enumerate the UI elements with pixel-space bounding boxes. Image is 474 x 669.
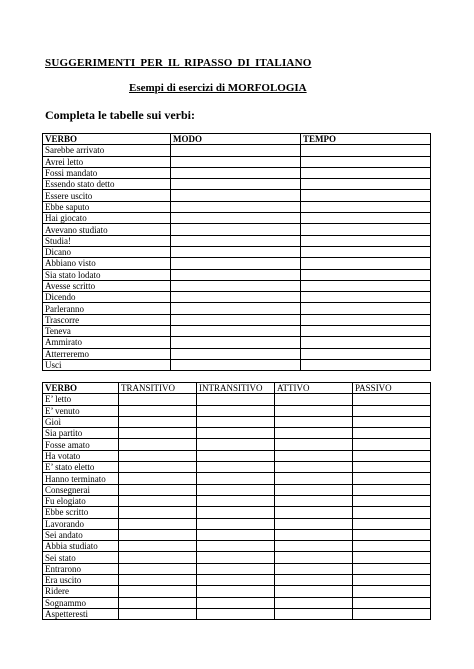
answer-cell[interactable]: [197, 563, 275, 574]
answer-cell[interactable]: [301, 337, 431, 348]
table-row: [43, 462, 431, 473]
answer-cell[interactable]: [353, 450, 431, 461]
answer-cell[interactable]: [301, 235, 431, 246]
column-header-intransitivo: INTRANSITIVO: [197, 383, 275, 394]
answer-cell[interactable]: [353, 507, 431, 518]
answer-cell[interactable]: [301, 246, 431, 257]
answer-cell[interactable]: [171, 314, 301, 325]
column-header-passivo: PASSIVO: [353, 383, 431, 394]
verb-cell: Fosse amato: [43, 439, 119, 450]
verb-cell: Aspetteresti: [43, 608, 119, 619]
answer-cell[interactable]: [275, 518, 353, 529]
verb-cell: Atterreremo: [43, 348, 171, 359]
answer-cell[interactable]: [171, 246, 301, 257]
verb-cell: Era uscito: [43, 575, 119, 586]
answer-cell[interactable]: [301, 326, 431, 337]
table-row: [43, 213, 431, 224]
table-row: [43, 586, 431, 597]
answer-cell[interactable]: [171, 280, 301, 291]
column-header-verbo: VERBO: [43, 134, 171, 145]
answer-cell[interactable]: [353, 484, 431, 495]
table-row: [43, 359, 431, 370]
table-row: [43, 348, 431, 359]
verb-cell: Abbiano visto: [43, 258, 171, 269]
answer-cell[interactable]: [119, 450, 197, 461]
table-row: [43, 201, 431, 212]
column-header-tempo: TEMPO: [301, 134, 431, 145]
answer-cell[interactable]: [171, 235, 301, 246]
answer-cell[interactable]: [119, 428, 197, 439]
answer-cell[interactable]: [197, 439, 275, 450]
table-row: [43, 280, 431, 291]
verb-cell: Avevano studiato: [43, 224, 171, 235]
page-subtitle: Esempi di esercizi di MORFOLOGIA: [129, 82, 307, 94]
answer-cell[interactable]: [301, 190, 431, 201]
table-row: [43, 314, 431, 325]
answer-cell[interactable]: [119, 495, 197, 506]
answer-cell[interactable]: [119, 575, 197, 586]
column-header-transitivo: TRANSITIVO: [119, 383, 197, 394]
answer-cell[interactable]: [119, 507, 197, 518]
answer-cell[interactable]: [119, 586, 197, 597]
answer-cell[interactable]: [171, 224, 301, 235]
verb-cell: E’ letto: [43, 394, 119, 405]
answer-cell[interactable]: [275, 416, 353, 427]
verb-cell: Dicano: [43, 246, 171, 257]
verb-cell: Usci: [43, 359, 171, 370]
verb-cell: Fu elogiato: [43, 495, 119, 506]
verb-cell: Gioì: [43, 416, 119, 427]
answer-cell[interactable]: [197, 507, 275, 518]
answer-cell[interactable]: [275, 439, 353, 450]
answer-cell[interactable]: [353, 439, 431, 450]
answer-cell[interactable]: [301, 201, 431, 212]
answer-cell[interactable]: [275, 394, 353, 405]
answer-cell[interactable]: [301, 179, 431, 190]
answer-cell[interactable]: [171, 156, 301, 167]
table-row: [43, 269, 431, 280]
table-row: [43, 552, 431, 563]
answer-cell[interactable]: [275, 450, 353, 461]
verb-cell: Sarebbe arrivato: [43, 145, 171, 156]
answer-cell[interactable]: [171, 337, 301, 348]
answer-cell[interactable]: [171, 348, 301, 359]
answer-cell[interactable]: [119, 394, 197, 405]
answer-cell[interactable]: [275, 484, 353, 495]
verb-cell: Essendo stato detto: [43, 179, 171, 190]
table-header-row: [43, 383, 431, 394]
verb-cell: Abbia studiato: [43, 541, 119, 552]
verb-cell: Avesse scritto: [43, 280, 171, 291]
answer-cell[interactable]: [171, 258, 301, 269]
answer-cell[interactable]: [275, 586, 353, 597]
answer-cell[interactable]: [197, 394, 275, 405]
table-row: [43, 608, 431, 619]
answer-cell[interactable]: [197, 495, 275, 506]
answer-cell[interactable]: [119, 405, 197, 416]
verb-cell: Ebbe saputo: [43, 201, 171, 212]
table-row: [43, 416, 431, 427]
table-row: [43, 246, 431, 257]
answer-cell[interactable]: [301, 348, 431, 359]
column-header-attivo: ATTIVO: [275, 383, 353, 394]
table-row: [43, 428, 431, 439]
answer-cell[interactable]: [301, 224, 431, 235]
verb-cell: Lavorando: [43, 518, 119, 529]
answer-cell[interactable]: [275, 495, 353, 506]
table-header-row: [43, 134, 431, 145]
answer-cell[interactable]: [171, 179, 301, 190]
answer-cell[interactable]: [171, 292, 301, 303]
table-row: [43, 224, 431, 235]
table-row: [43, 145, 431, 156]
answer-cell[interactable]: [197, 473, 275, 484]
column-header-modo: MODO: [171, 134, 301, 145]
answer-cell[interactable]: [197, 586, 275, 597]
table-row: [43, 258, 431, 269]
answer-cell[interactable]: [275, 575, 353, 586]
verb-cell: Hanno terminato: [43, 473, 119, 484]
answer-cell[interactable]: [353, 428, 431, 439]
table-row: [43, 450, 431, 461]
verb-cell: Sei andato: [43, 529, 119, 540]
answer-cell[interactable]: [353, 586, 431, 597]
verb-cell: E’ stato eletto: [43, 462, 119, 473]
verb-cell: Sei stato: [43, 552, 119, 563]
answer-cell[interactable]: [119, 541, 197, 552]
answer-cell[interactable]: [353, 495, 431, 506]
answer-cell[interactable]: [301, 156, 431, 167]
verb-cell: E’ venuto: [43, 405, 119, 416]
table-row: [43, 167, 431, 178]
answer-cell[interactable]: [171, 145, 301, 156]
table-row: [43, 292, 431, 303]
answer-cell[interactable]: [275, 507, 353, 518]
answer-cell[interactable]: [275, 552, 353, 563]
table-row: [43, 405, 431, 416]
answer-cell[interactable]: [275, 563, 353, 574]
answer-cell[interactable]: [171, 190, 301, 201]
table-row: [43, 190, 431, 201]
table-row: [43, 495, 431, 506]
answer-cell[interactable]: [275, 405, 353, 416]
table-row: [43, 507, 431, 518]
answer-cell[interactable]: [119, 597, 197, 608]
answer-cell[interactable]: [197, 518, 275, 529]
table-row: [43, 235, 431, 246]
table-row: [43, 179, 431, 190]
answer-cell[interactable]: [353, 518, 431, 529]
answer-cell[interactable]: [353, 462, 431, 473]
verb-cell: Essere uscito: [43, 190, 171, 201]
answer-cell[interactable]: [301, 167, 431, 178]
answer-cell[interactable]: [197, 416, 275, 427]
answer-cell[interactable]: [301, 269, 431, 280]
verb-cell: Dicendo: [43, 292, 171, 303]
verb-cell: Sia partito: [43, 428, 119, 439]
table-row: [43, 541, 431, 552]
verb-cell: Sognammo: [43, 597, 119, 608]
verb-cell: Fossi mandato: [43, 167, 171, 178]
verb-cell: Avrei letto: [43, 156, 171, 167]
answer-cell[interactable]: [353, 416, 431, 427]
answer-cell[interactable]: [171, 213, 301, 224]
answer-cell[interactable]: [301, 145, 431, 156]
table-row: [43, 303, 431, 314]
answer-cell[interactable]: [119, 608, 197, 619]
answer-cell[interactable]: [353, 552, 431, 563]
table-row: [43, 575, 431, 586]
answer-cell[interactable]: [353, 541, 431, 552]
verb-cell: Ha votato: [43, 450, 119, 461]
table-row: [43, 326, 431, 337]
answer-cell[interactable]: [353, 608, 431, 619]
answer-cell[interactable]: [275, 473, 353, 484]
answer-cell[interactable]: [275, 608, 353, 619]
answer-cell[interactable]: [119, 416, 197, 427]
answer-cell[interactable]: [171, 167, 301, 178]
answer-cell[interactable]: [301, 359, 431, 370]
column-header-verbo: VERBO: [43, 383, 119, 394]
answer-cell[interactable]: [275, 529, 353, 540]
table-row: [43, 563, 431, 574]
answer-cell[interactable]: [353, 575, 431, 586]
page-title: SUGGERIMENTI PER IL RIPASSO DI ITALIANO: [45, 57, 312, 69]
verb-cell: Teneva: [43, 326, 171, 337]
answer-cell[interactable]: [353, 405, 431, 416]
verb-cell: Consegnerai: [43, 484, 119, 495]
table-row: [43, 337, 431, 348]
instruction-text: Completa le tabelle sui verbi:: [45, 108, 195, 122]
answer-cell[interactable]: [197, 541, 275, 552]
answer-cell[interactable]: [119, 439, 197, 450]
verb-cell: Sia stato lodato: [43, 269, 171, 280]
answer-cell[interactable]: [197, 405, 275, 416]
verb-cell: Trascorre: [43, 314, 171, 325]
answer-cell[interactable]: [197, 529, 275, 540]
verb-cell: Ebbe scritto: [43, 507, 119, 518]
answer-cell[interactable]: [301, 314, 431, 325]
verb-cell: Entrarono: [43, 563, 119, 574]
verb-cell: Ridere: [43, 586, 119, 597]
answer-cell[interactable]: [301, 292, 431, 303]
answer-cell[interactable]: [171, 303, 301, 314]
answer-cell[interactable]: [171, 326, 301, 337]
answer-cell[interactable]: [353, 563, 431, 574]
answer-cell[interactable]: [119, 484, 197, 495]
verb-cell: Ammirato: [43, 337, 171, 348]
answer-cell[interactable]: [197, 575, 275, 586]
answer-cell[interactable]: [119, 563, 197, 574]
answer-cell[interactable]: [353, 394, 431, 405]
answer-cell[interactable]: [119, 518, 197, 529]
table-row: [43, 529, 431, 540]
answer-cell[interactable]: [301, 258, 431, 269]
answer-cell[interactable]: [197, 450, 275, 461]
table-row: [43, 484, 431, 495]
verb-mode-tense-table: [42, 133, 431, 371]
answer-cell[interactable]: [197, 552, 275, 563]
table-row: [43, 439, 431, 450]
answer-cell[interactable]: [353, 529, 431, 540]
answer-cell[interactable]: [197, 462, 275, 473]
answer-cell[interactable]: [275, 462, 353, 473]
answer-cell[interactable]: [275, 597, 353, 608]
answer-cell[interactable]: [197, 597, 275, 608]
verb-transitivity-table: [42, 382, 431, 620]
answer-cell[interactable]: [275, 428, 353, 439]
answer-cell[interactable]: [119, 552, 197, 563]
verb-cell: Hai giocato: [43, 213, 171, 224]
verb-cell: Parleranno: [43, 303, 171, 314]
answer-cell[interactable]: [119, 473, 197, 484]
answer-cell[interactable]: [171, 359, 301, 370]
table-row: [43, 394, 431, 405]
answer-cell[interactable]: [197, 608, 275, 619]
answer-cell[interactable]: [119, 529, 197, 540]
answer-cell[interactable]: [119, 462, 197, 473]
table-row: [43, 156, 431, 167]
answer-cell[interactable]: [171, 269, 301, 280]
answer-cell[interactable]: [197, 428, 275, 439]
table-row: [43, 473, 431, 484]
answer-cell[interactable]: [275, 541, 353, 552]
table-row: [43, 518, 431, 529]
answer-cell[interactable]: [301, 303, 431, 314]
table-row: [43, 597, 431, 608]
answer-cell[interactable]: [301, 280, 431, 291]
answer-cell[interactable]: [197, 484, 275, 495]
verb-cell: Studia!: [43, 235, 171, 246]
answer-cell[interactable]: [171, 201, 301, 212]
answer-cell[interactable]: [353, 597, 431, 608]
answer-cell[interactable]: [301, 213, 431, 224]
answer-cell[interactable]: [353, 473, 431, 484]
